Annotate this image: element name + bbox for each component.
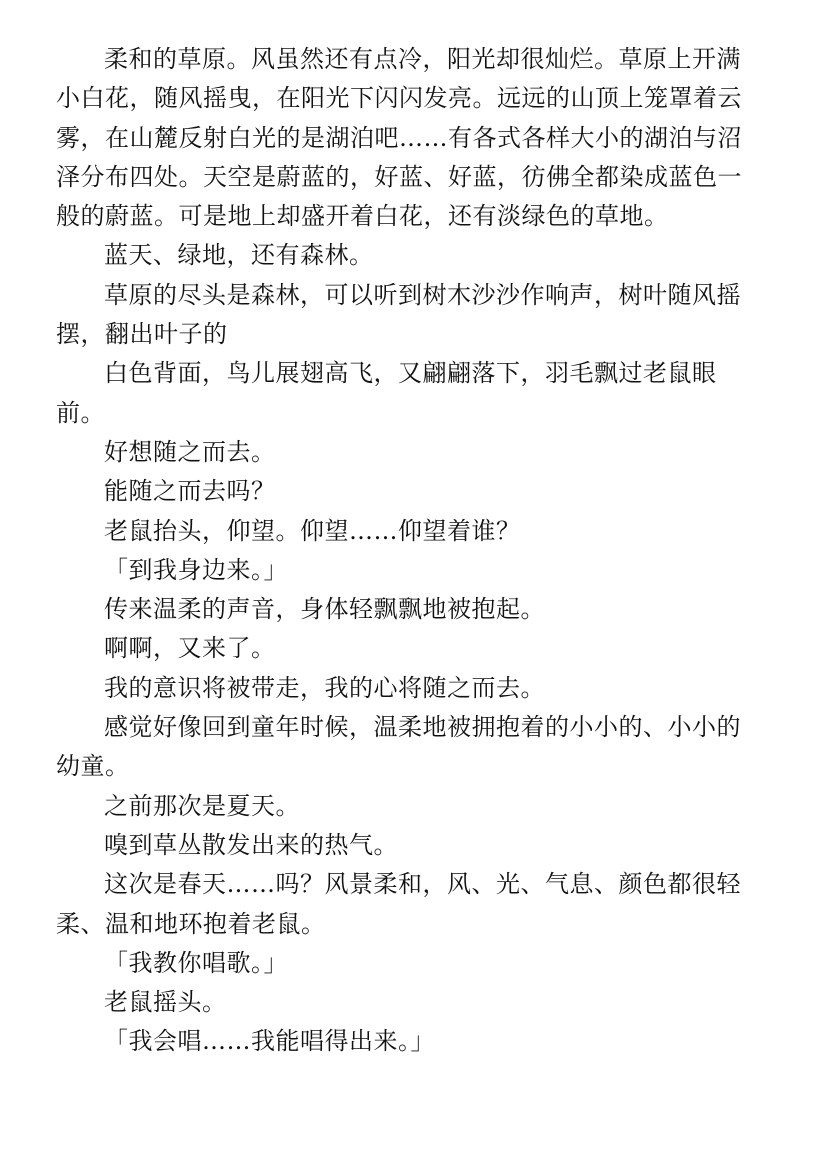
paragraph: 「到我身边来。」: [104, 555, 288, 584]
paragraph: 我的意识将被带走，我的心将随之而去。: [104, 673, 545, 702]
paragraph: 好想随之而去。: [104, 437, 276, 466]
paragraph: 「我教你唱歌。」: [104, 948, 288, 977]
paragraph: 能随之而去吗？: [104, 477, 276, 506]
paragraph: 啊啊，又来了。: [104, 634, 276, 663]
document-page: [56, 40, 748, 1062]
paragraph: 老鼠抬头，仰望。仰望……仰望着谁？: [104, 516, 521, 545]
paragraph: 「我会唱……我能唱得出来。」: [104, 1027, 435, 1056]
paragraph: 这次是春天……吗？风景柔和，风、光、气息、颜色都很轻柔、温和地环抱着老鼠。: [56, 870, 741, 938]
paragraph: 嗅到草丛散发出来的热气。: [104, 830, 398, 859]
paragraph: 老鼠摇头。: [104, 988, 227, 1017]
paragraph: 草原的尽头是森林，可以听到树木沙沙作响声，树叶随风摇摆，翻出叶子的: [56, 280, 741, 349]
paragraph: 感觉好像回到童年时候，温柔地被拥抱着的小小的、小小的幼童。: [56, 713, 741, 781]
paragraph: 白色背面，鸟儿展翅高飞，又翩翩落下，羽毛飘过老鼠眼前。: [56, 359, 717, 427]
paragraph: 之前那次是夏天。: [104, 791, 300, 820]
paragraph: 柔和的草原。风虽然还有点冷，阳光却很灿烂。草原上开满小白花，随风摇曳，在阳光下闪闪发亮。远远的山顶上笼罩着云雾，在山麓反射白光的是湖泊吧……有各式各样大小的湖泊与沼泽分布四处。天空是蔚蓝的，好蓝、好蓝，彷佛全都染成蓝色一般的蔚蓝。可是地上却盛开着白花，还有淡绿色的草地。: [56, 45, 742, 231]
paragraph: 蓝天、绿地，还有森林。: [104, 241, 374, 270]
paragraph: 传来温柔的声音，身体轻飘飘地被抱起。: [104, 595, 545, 624]
